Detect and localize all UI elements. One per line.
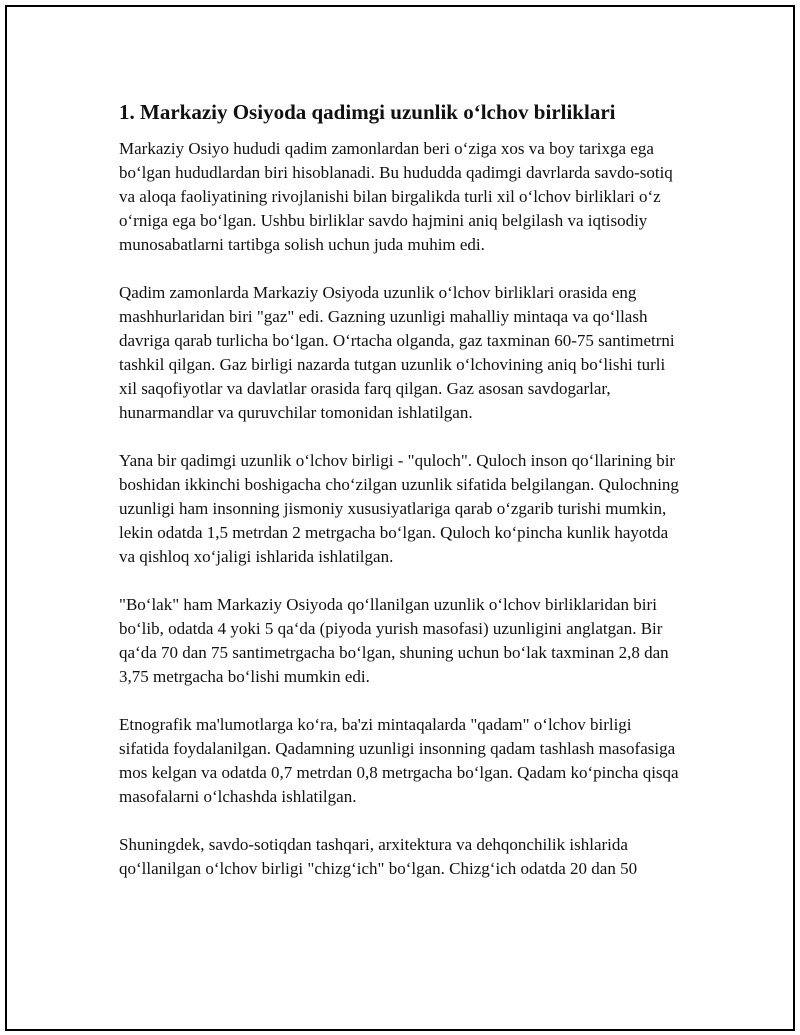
document-body: [119, 99, 685, 881]
paragraph-chizgich: Shuningdek, savdo-sotiqdan tashqari, arxitektura va dehqonchilik ishlarida qo‘llanilgan o‘lchov birligi "chizg‘ich" bo‘lgan. Chizg‘ich odatda 20 dan 50: [119, 835, 638, 878]
paragraph-gaz: Qadim zamonlarda Markaziy Osiyoda uzunlik o‘lchov birliklari orasida eng mashhurlaridan biri "gaz" edi. Gazning uzunligi mahalliy mintaqa va qo‘llash davriga qarab turlicha bo‘lgan. O‘rtacha olganda, gaz taxminan 60-75 santimetrni tashkil qilgan. Gaz birligi nazarda tutgan uzunlik o‘lchovining aniq bo‘lishi turli xil saqofiyotlar va davlatlar orasida farq qilgan. Gaz asosan savdogarlar, hunarmandlar va quruvchilar tomonidan ishlatilgan.: [119, 283, 675, 422]
paragraph-bolak: "Bo‘lak" ham Markaziy Osiyoda qo‘llanilgan uzunlik o‘lchov birliklaridan biri bo‘lib, odatda 4 yoki 5 qa‘da (piyoda yurish masofasi) uzunligini anglatgan. Bir qa‘da 70 dan 75 santimetrgacha bo‘lgan, shuning uchun bo‘lak taxminan 2,8 dan 3,75 metrgacha bo‘lishi mumkin edi.: [119, 595, 669, 686]
paragraph-quloch: Yana bir qadimgi uzunlik o‘lchov birligi - "quloch". Quloch inson qo‘llarining bir boshidan ikkinchi boshigacha cho‘zilgan uzunlik sifatida belgilangan. Qulochning uzunligi ham insonning jismoniy xususiyatlariga qarab o‘zgarib turishi mumkin, lekin odatda 1,5 metrdan 2 metrgacha bo‘lgan. Quloch ko‘pincha kunlik hayotda va qishloq xo‘jaligi ishlarida ishlatilgan.: [119, 451, 679, 566]
document-page: [5, 5, 795, 1031]
section-heading: 1. Markaziy Osiyoda qadimgi uzunlik o‘lchov birliklari: [119, 100, 616, 124]
paragraph-intro: Markaziy Osiyo hududi qadim zamonlardan beri o‘ziga xos va boy tarixga ega bo‘lgan hududlardan biri hisoblanadi. Bu hududda qadimgi davrlarda savdo-sotiq va aloqa faoliyatining rivojlanishi bilan birgalikda turli xil o‘lchov birliklari o‘z o‘rniga ega bo‘lgan. Ushbu birliklar savdo hajmini aniq belgilash va iqtisodiy munosabatlarni tartibga solish uchun juda muhim edi.: [119, 139, 673, 254]
paragraph-qadam: Etnografik ma'lumotlarga ko‘ra, ba'zi mintaqalarda "qadam" o‘lchov birligi sifatida foydalanilgan. Qadamning uzunligi insonning qadam tashlash masofasiga mos kelgan va odatda 0,7 metrdan 0,8 metrgacha bo‘lgan. Qadam ko‘pincha qisqa masofalarni o‘lchashda ishlatilgan.: [119, 715, 679, 806]
